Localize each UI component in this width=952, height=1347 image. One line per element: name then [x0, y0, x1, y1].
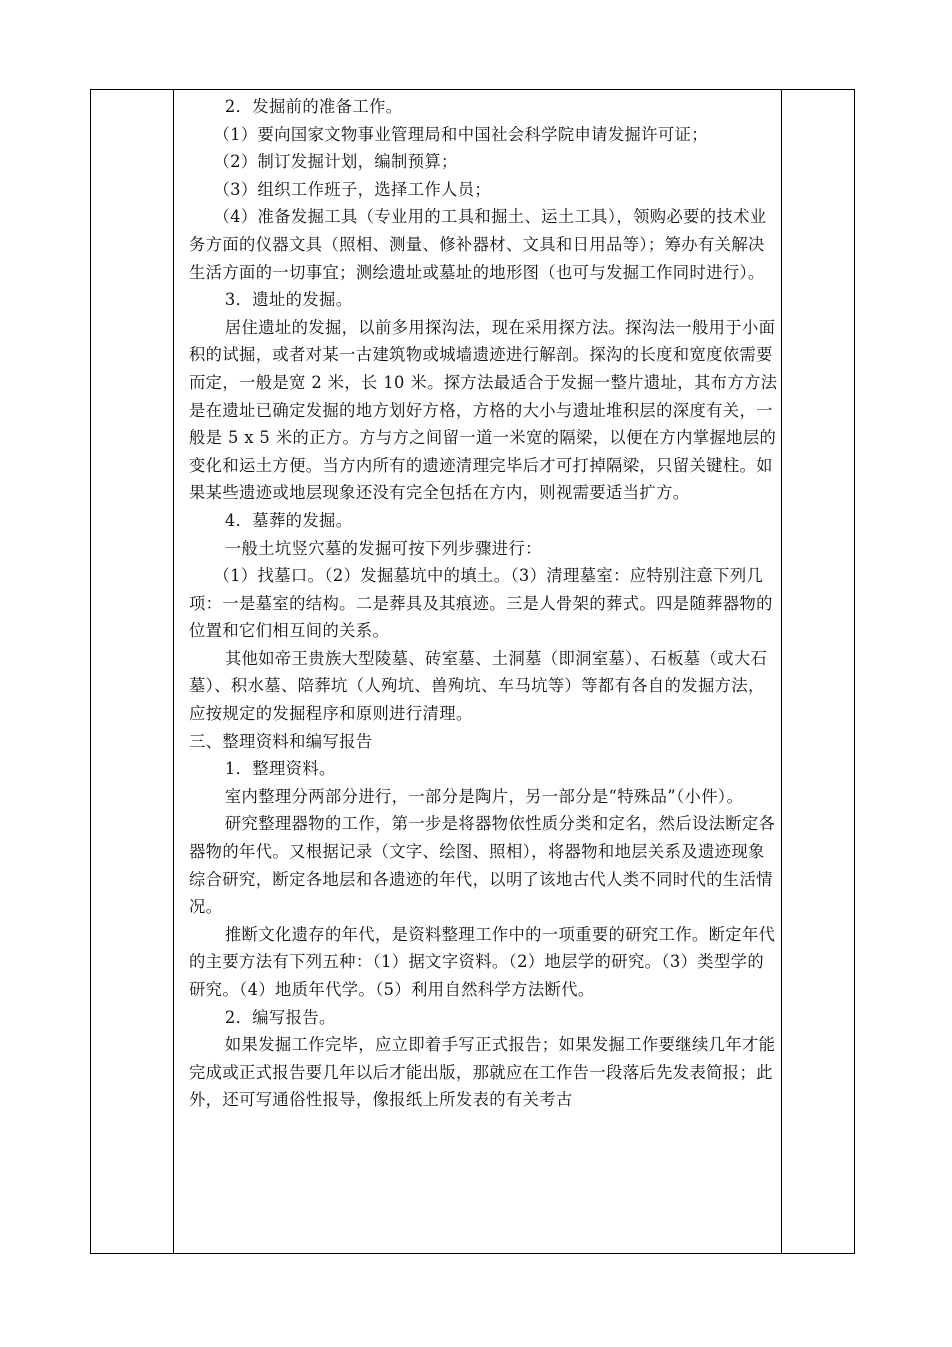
paragraph: （1）要向国家文物事业管理局和中国社会科学院申请发掘许可证； [213, 124, 708, 144]
paragraph: 2．发掘前的准备工作。 [224, 97, 403, 116]
paragraph: 2．编写报告。 [224, 1007, 336, 1027]
paragraph: 1．整理资料。 [224, 759, 336, 779]
paragraph: 室内整理分两部分进行，一部分是陶片，另一部分是“特殊品”（小件）。 [224, 786, 744, 806]
paragraph: 居住遗址的发掘，以前多用探沟法，现在采用探方法。探沟法一般用于小面积的试掘，或者对某一古建筑物或城墙遗迹进行解剖。探沟的长度和宽度依需要而定，一般是宽 2 米，长 10 米。探方法最适合于发掘一整片遗址，其布方方法是在遗址已确定发掘的地方划好方格，方格的大小与遗址堆积层的深度有关，一般是 5 x 5 米的正方。方与方之间留一道一米宽的隔梁，以便在方内掌握地层的变化和运土方便。当方内所有的遗迹清理完毕后才可打掉隔梁，只留关键柱。如果某些遗迹或地层现象还没有完全包括在方内，则视需要适当扩方。 [189, 317, 778, 503]
paragraph: （1）找墓口。（2）发掘墓坑中的填土。（3）清理墓室：应特别注意下列几项：一是墓室的结构。二是葬具及其痕迹。三是人骨架的葬式。四是随葬器物的位置和它们相互间的关系。 [189, 566, 773, 641]
paragraph: （4）准备发掘工具（专业用的工具和掘土、运土工具），领购必要的技术业务方面的仪器文具（照相、测量、修补器材、文具和日用品等）；筹办有关解决生活方面的一切事宜；测绘遗址或墓址的地形图（也可与发掘工作同时进行）。 [189, 207, 767, 282]
paragraph: 如果发掘工作完毕，应立即着手写正式报告；如果发掘工作要继续几年才能完成或正式报告要几年以后才能出版，那就应在工作告一段落后先发表简报；此外，还可写通俗性报导，像报纸上所发表的有关考古 [189, 1035, 776, 1110]
paragraph: 4．墓葬的发掘。 [224, 510, 353, 530]
paragraph: 一般土坑竖穴墓的发掘可按下列步骤进行： [224, 538, 542, 558]
paragraph: （3）组织工作班子，选择工作人员； [213, 179, 492, 199]
table-column-divider-left [173, 90, 174, 1253]
paragraph: 三、整理资料和编写报告 [189, 731, 373, 751]
document-table [90, 89, 855, 1254]
paragraph: 3．遗址的发掘。 [224, 290, 353, 310]
paragraph: 其他如帝王贵族大型陵墓、砖室墓、土洞墓（即洞室墓）、石板墓（或大石墓）、积水墓、陪葬坑（人殉坑、兽殉坑、车马坑等）等都有各自的发掘方法，应按规定的发掘程序和原则进行清理。 [189, 648, 768, 724]
paragraph: 研究整理器物的工作，第一步是将器物依性质分类和定名，然后设法断定各器物的年代。又根据记录（文字、绘图、照相），将器物和地层关系及遗迹现象综合研究，断定各地层和各遗迹的年代，以明了该地古代人类不同时代的生活情况。 [189, 814, 776, 917]
paragraph: 推断文化遗存的年代，是资料整理工作中的一项重要的研究工作。断定年代的主要方法有下列五种：（1）据文字资料。（2）地层学的研究。（3）类型学的研究。（4）地质年代学。（5）利用自然科学方法断代。 [189, 924, 776, 999]
table-column-divider-right [781, 90, 782, 1253]
paragraph: （2）制订发掘计划，编制预算； [213, 152, 458, 172]
document-body [189, 93, 779, 1114]
